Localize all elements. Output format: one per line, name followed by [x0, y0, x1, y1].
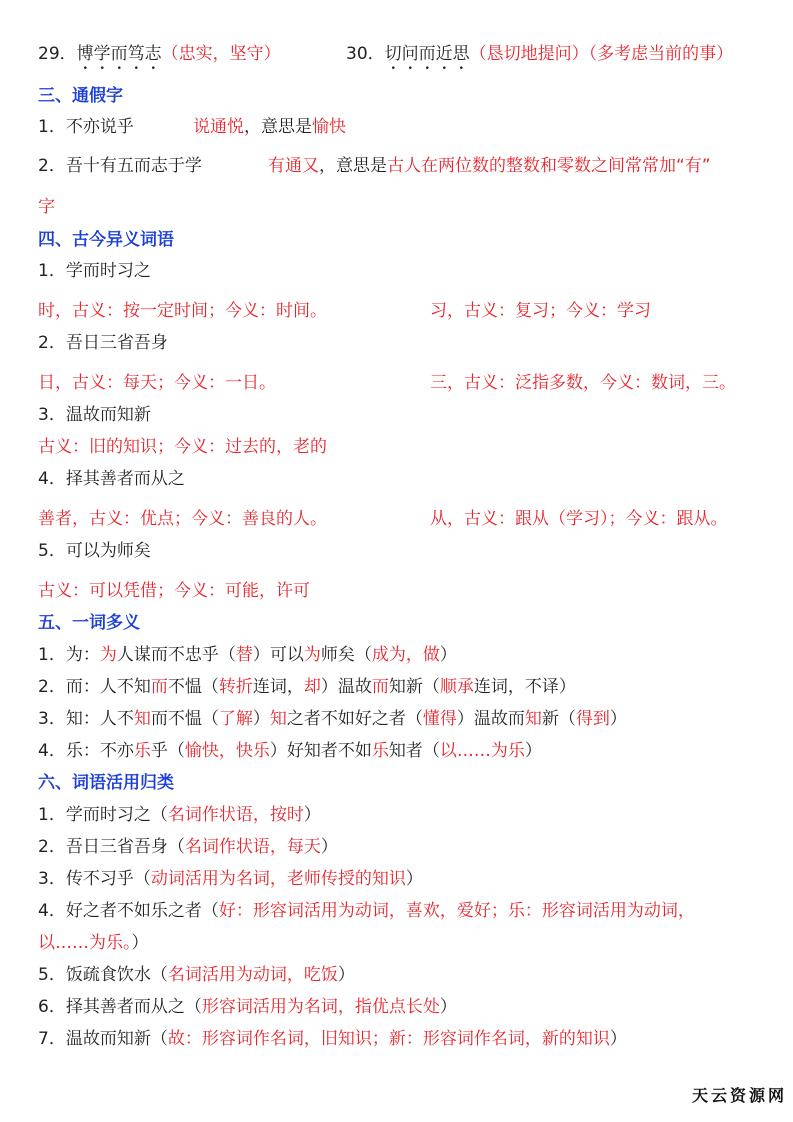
sec6-line-5: 5．饭疏食饮水（名词活用为动词，吃饭）	[38, 965, 355, 985]
site-logo: 天云资源网	[692, 1086, 788, 1105]
sec3-item-1: 1．不亦说乎	[38, 117, 134, 137]
item-29: 29．博学而笃志（忠实，坚守）	[38, 44, 281, 64]
sec3-item-2-answer-cont: 字	[38, 197, 55, 217]
section-4-heading: 四、古今异义词语	[38, 230, 174, 250]
sec3-item-1-answer: 说通悦，意思是愉快	[193, 117, 346, 137]
sec4-item-4-right: 从，古义：跟从（学习）；今义：跟从。	[430, 509, 728, 529]
sec6-line-4: 4．好之者不如乐之者（好：形容词活用为动词，喜欢，爱好；乐：形容词活用为动词，	[38, 901, 695, 921]
sec4-item-3: 3．温故而知新	[38, 405, 151, 425]
sec4-item-2-left: 日，古义：每天；今义：一日。	[38, 373, 276, 393]
sec5-line-3: 3．知：人不知而不愠（了解）知之者不如好之者（懂得）温故而知新（得到）	[38, 709, 627, 729]
sec4-item-4: 4．择其善者而从之	[38, 469, 185, 489]
sec4-item-4-left: 善者，古义：优点；今义：善良的人。	[38, 509, 327, 529]
sec4-item-3-left: 古义：旧的知识；今义：过去的，老的	[38, 437, 327, 457]
sec6-line-3: 3．传不习乎（动词活用为名词，老师传授的知识）	[38, 869, 423, 889]
sec6-line-6: 6．择其善者而从之（形容词活用为名词，指优点长处）	[38, 997, 457, 1017]
sec5-line-4: 4．乐：不亦乐乎（愉快，快乐）好知者不如乐知者（以……为乐）	[38, 741, 542, 761]
sec4-item-2: 2．吾日三省吾身	[38, 333, 168, 353]
sec4-item-5: 5．可以为师矣	[38, 541, 151, 561]
sec4-item-5-left: 古义：可以凭借；今义：可能，许可	[38, 581, 310, 601]
sec4-item-2-right: 三，古义：泛指多数，今义：数词，三。	[430, 373, 736, 393]
sec5-line-2: 2．而：人不知而不愠（转折连词，却）温故而知新（顺承连词，不译）	[38, 677, 576, 697]
item-30: 30．切问而近思（恳切地提问）（多考虑当前的事）	[346, 44, 734, 64]
sec3-item-2: 2．吾十有五而志于学	[38, 156, 202, 176]
section-6-heading: 六、词语活用归类	[38, 773, 174, 793]
section-5-heading: 五、一词多义	[38, 613, 140, 633]
sec6-line-2: 2．吾日三省吾身（名词作状语，每天）	[38, 837, 338, 857]
sec4-item-1: 1．学而时习之	[38, 261, 151, 281]
sec4-item-1-right: 习，古义：复习；今义：学习	[430, 301, 651, 321]
sec6-line-7: 7．温故而知新（故：形容词作名词，旧知识；新：形容词作名词，新的知识）	[38, 1029, 627, 1049]
sec3-item-2-answer: 有通又，意思是古人在两位数的整数和零数之间常常加“有”	[268, 156, 711, 176]
sec6-line-1: 1．学而时习之（名词作状语，按时）	[38, 805, 321, 825]
sec5-line-1: 1．为：为人谋而不忠乎（替）可以为师矣（成为，做）	[38, 645, 457, 665]
section-3-heading: 三、通假字	[38, 86, 123, 106]
sec4-item-1-left: 时，古义：按一定时间；今义：时间。	[38, 301, 327, 321]
sec6-line-4-cont: 以……为乐。）	[38, 933, 149, 953]
